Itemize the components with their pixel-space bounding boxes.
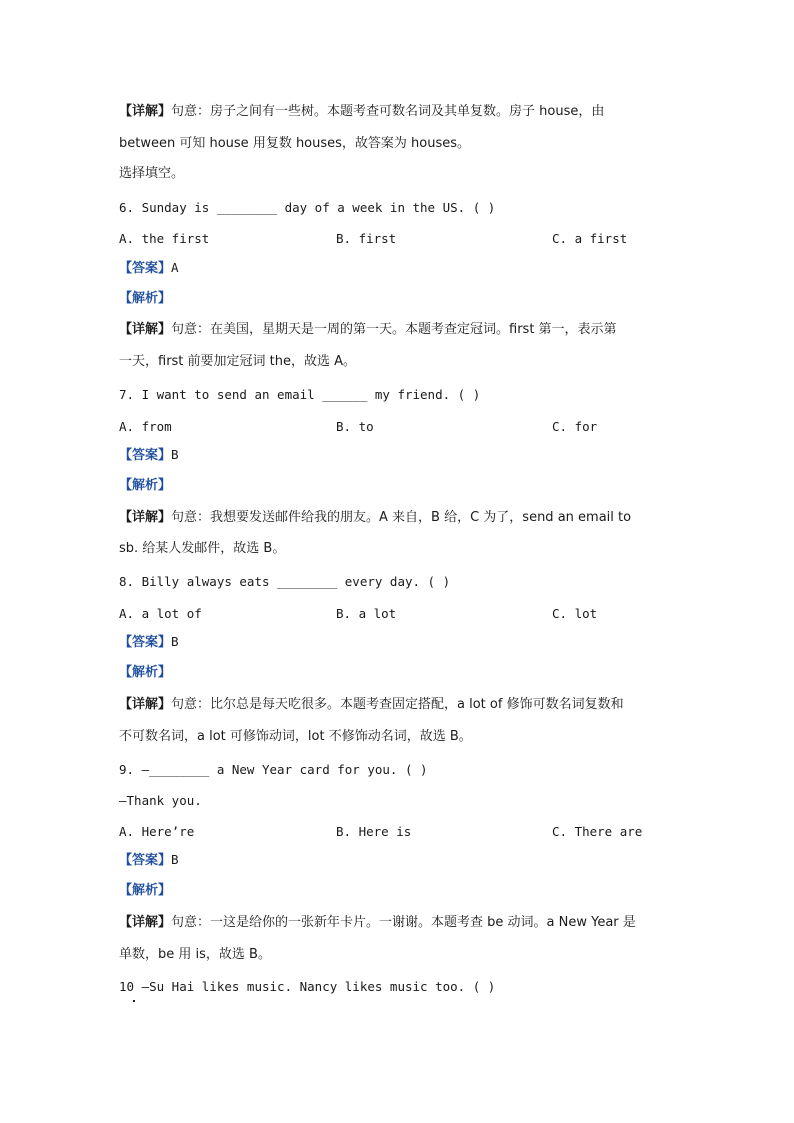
detail-line: 【详解】句意：在美国，星期天是一周的第一天。本题考查定冠词。first 第一，表示第 — [119, 322, 617, 337]
analysis-line — [119, 478, 171, 494]
question-stem: 8. Billy always eats ________ every day. ( ) — [119, 574, 451, 589]
analysis-tag: 【解析】 — [119, 665, 172, 680]
question-stem: 7. I want to send an email ______ my friend. ( ) — [119, 387, 481, 402]
detail-tag: 【详解】 — [119, 915, 172, 930]
option-c: C. There are — [552, 824, 643, 839]
analysis-tag: 【解析】 — [119, 291, 172, 306]
question-number-dot — [133, 1000, 135, 1002]
option-c: C. a first — [552, 231, 628, 246]
analysis-line — [119, 883, 171, 899]
option-b: B. to — [336, 419, 374, 434]
detail-line: sb. 给某人发邮件，故选 B。 — [119, 541, 286, 556]
option-b: B. a lot — [336, 606, 397, 621]
answer-value: B — [171, 447, 179, 462]
option-c: C. lot — [552, 606, 598, 621]
detail-line: 单数，be 用 is，故选 B。 — [119, 947, 271, 962]
question-stem: 6. Sunday is ________ day of a week in the US. ( ) — [119, 200, 496, 215]
detail-line: 【详解】句意：一这是给你的一张新年卡片。一谢谢。本题考查 be 动词。a New Year 是 — [119, 915, 636, 930]
answer-value: B — [171, 852, 179, 867]
answer-value: A — [171, 260, 179, 275]
option-b: B. first — [336, 231, 397, 246]
detail-tag: 【详解】 — [119, 697, 172, 712]
answer-tag: 【答案】 — [119, 261, 172, 276]
section-title: 选择填空。 — [119, 166, 185, 181]
answer-line — [119, 260, 179, 277]
question-stem-reply: —Thank you. — [119, 793, 202, 808]
option-c: C. for — [552, 419, 598, 434]
analysis-tag: 【解析】 — [119, 883, 172, 898]
detail-line: 【详解】句意：房子之间有一些树。本题考查可数名词及其单复数。房子 house，由 — [119, 104, 605, 119]
detail-line: 【详解】句意：比尔总是每天吃很多。本题考查固定搭配，a lot of 修饰可数名词复数和 — [119, 697, 624, 712]
analysis-line — [119, 291, 171, 307]
answer-tag: 【答案】 — [119, 635, 172, 650]
detail-line: between 可知 house 用复数 houses，故答案为 houses。 — [119, 136, 471, 151]
analysis-tag: 【解析】 — [119, 478, 172, 493]
answer-tag: 【答案】 — [119, 448, 172, 463]
option-b: B. Here is — [336, 824, 412, 839]
option-a: A. the first — [119, 231, 210, 246]
answer-line — [119, 447, 179, 464]
question-stem: 10 —Su Hai likes music. Nancy likes music too. ( ) — [119, 979, 496, 994]
option-a: A. a lot of — [119, 606, 202, 621]
question-stem: 9. —________ a New Year card for you. ( ) — [119, 762, 428, 777]
option-a: A. from — [119, 419, 172, 434]
option-a: A. Here’re — [119, 824, 195, 839]
detail-line: 【详解】句意：我想要发送邮件给我的朋友。A 来自，B 给，C 为了，send an email to — [119, 510, 632, 525]
detail-line: 一天，first 前要加定冠词 the，故选 A。 — [119, 354, 357, 369]
answer-line — [119, 634, 179, 651]
answer-line — [119, 852, 179, 869]
answer-value: B — [171, 634, 179, 649]
detail-line: 不可数名词，a lot 可修饰动词，lot 不修饰动名词，故选 B。 — [119, 729, 472, 744]
detail-tag: 【详解】 — [119, 322, 172, 337]
analysis-line — [119, 665, 171, 681]
detail-tag: 【详解】 — [119, 510, 172, 525]
answer-tag: 【答案】 — [119, 853, 172, 868]
detail-tag: 【详解】 — [119, 104, 172, 119]
